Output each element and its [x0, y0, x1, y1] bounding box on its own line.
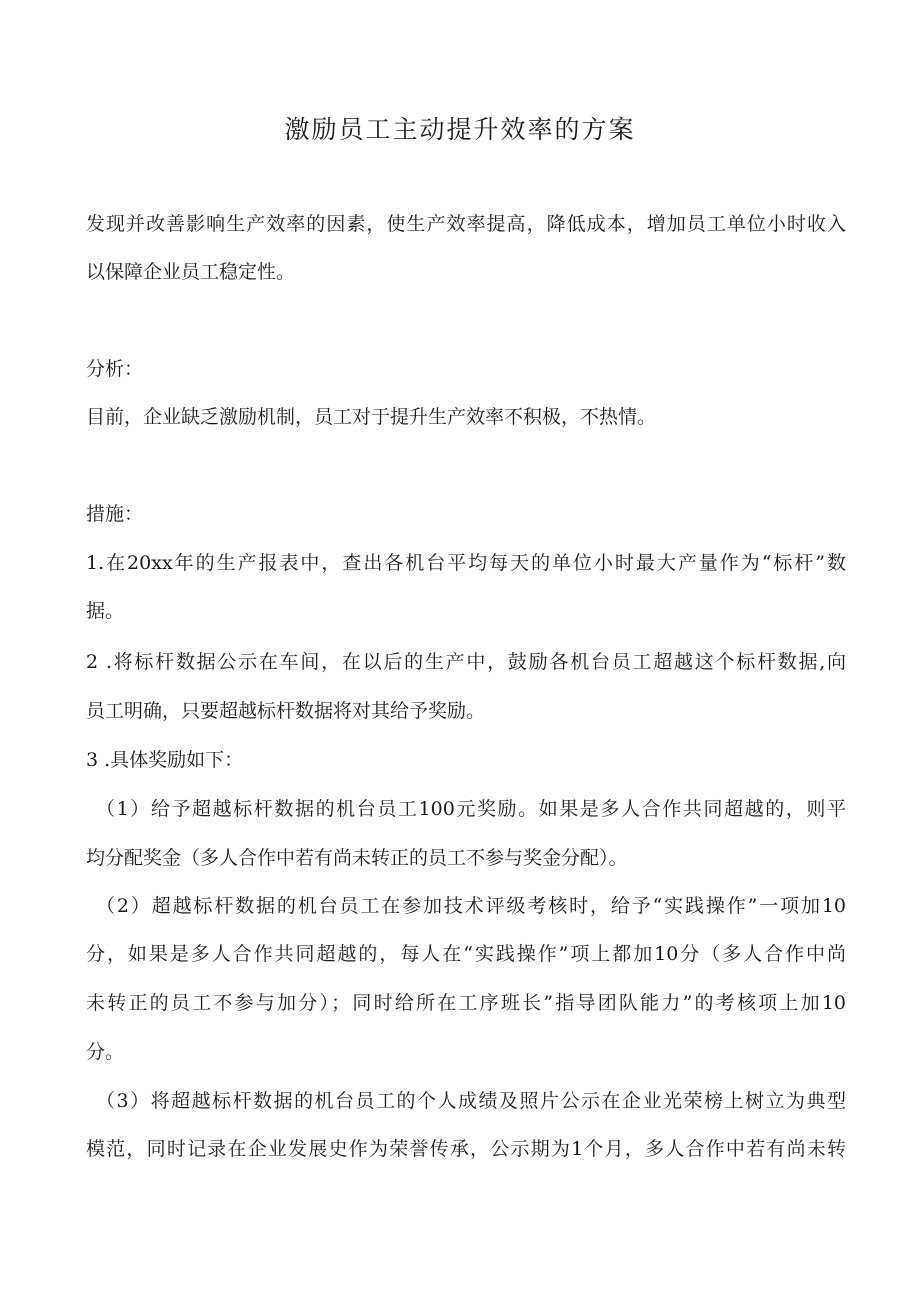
reward-3-line-2: 模范，同时记录在企业发展史作为荣誉传承，公示期为1个月，多人合作中若有尚未转 [86, 1138, 846, 1160]
intro-line-2: 以保障企业员工稳定性。 [86, 261, 296, 283]
reward-1-line-1: （1）给予超越标杆数据的机台员工100元奖励。如果是多人合作共同超越的，则平 [96, 798, 846, 820]
intro-line-1: 发现并改善影响生产效率的因素，使生产效率提高，降低成本，增加员工单位小时收入 [86, 213, 846, 235]
measure-item-1-line-2: 据。 [86, 600, 125, 622]
measure-item-3-line-1: 3 .具体奖励如下： [86, 749, 244, 771]
analysis-heading: 分析： [86, 358, 144, 380]
analysis-line-1: 目前，企业缺乏激励机制，员工对于提升生产效率不积极，不热情。 [86, 406, 657, 428]
reward-1-line-2: 均分配奖金（多人合作中若有尚未转正的员工不参与奖金分配）。 [86, 847, 628, 869]
measure-item-2-line-1: 2 .将标杆数据公示在车间，在以后的生产中，鼓励各机台员工超越这个标杆数据,向 [86, 651, 846, 673]
measure-item-2-line-2: 员工明确，只要超越标杆数据将对其给予奖励。 [86, 700, 486, 722]
measure-item-1-line-1: 1.在20xx年的生产报表中，查出各机台平均每天的单位小时最大产量作为“标杆”数 [86, 552, 846, 574]
document-title: 激励员工主动提升效率的方案 [284, 115, 636, 144]
reward-2-line-1: （2）超越标杆数据的机台员工在参加技术评级考核时，给予“实践操作”一项加10 [96, 895, 846, 917]
reward-2-line-4: 分。 [86, 1041, 125, 1063]
reward-2-line-2: 分，如果是多人合作共同超越的，每人在“实践操作”项上都加10分（多人合作中尚 [86, 943, 846, 965]
measures-heading: 措施： [86, 503, 144, 525]
reward-3-line-1: （3）将超越标杆数据的机台员工的个人成绩及照片公示在企业光荣榜上树立为典型 [96, 1090, 846, 1112]
reward-2-line-3: 未转正的员工不参与加分）；同时给所在工序班长”指导团队能力”的考核项上加10 [86, 992, 846, 1014]
